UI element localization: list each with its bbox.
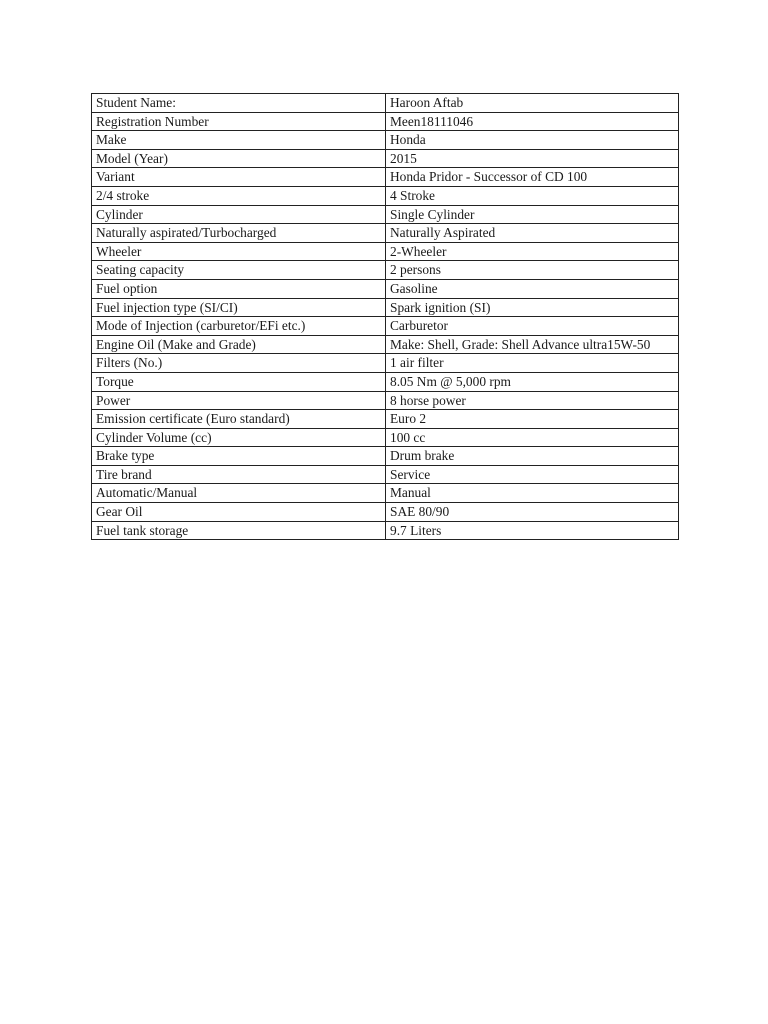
row-value: SAE 80/90 <box>386 503 679 522</box>
row-value: Naturally Aspirated <box>386 224 679 243</box>
table-row <box>92 149 679 168</box>
row-value: Honda Pridor - Successor of CD 100 <box>386 168 679 187</box>
row-label: Fuel tank storage <box>92 521 386 540</box>
table-row <box>92 242 679 261</box>
row-value: 9.7 Liters <box>386 521 679 540</box>
row-label: Cylinder <box>92 205 386 224</box>
row-value: 8.05 Nm @ 5,000 rpm <box>386 372 679 391</box>
table-row <box>92 354 679 373</box>
table-row <box>92 335 679 354</box>
row-value: Make: Shell, Grade: Shell Advance ultra15W-50 <box>386 335 679 354</box>
row-label: Power <box>92 391 386 410</box>
table-row <box>92 168 679 187</box>
table-row <box>92 279 679 298</box>
table-row <box>92 484 679 503</box>
table-row <box>92 298 679 317</box>
row-value: Euro 2 <box>386 410 679 429</box>
row-label: Fuel option <box>92 279 386 298</box>
table-row <box>92 465 679 484</box>
table-row <box>92 224 679 243</box>
table-row <box>92 503 679 522</box>
row-label: Gear Oil <box>92 503 386 522</box>
row-value: 2-Wheeler <box>386 242 679 261</box>
row-label: Torque <box>92 372 386 391</box>
row-label: Fuel injection type (SI/CI) <box>92 298 386 317</box>
row-label: Make <box>92 131 386 150</box>
table-row <box>92 205 679 224</box>
table-row <box>92 410 679 429</box>
table-row <box>92 391 679 410</box>
row-label: Mode of Injection (carburetor/EFi etc.) <box>92 317 386 336</box>
row-label: 2/4 stroke <box>92 186 386 205</box>
row-value: Honda <box>386 131 679 150</box>
table-row <box>92 261 679 280</box>
row-value: Single Cylinder <box>386 205 679 224</box>
row-value: 8 horse power <box>386 391 679 410</box>
row-label: Tire brand <box>92 465 386 484</box>
row-value: Manual <box>386 484 679 503</box>
table-row <box>92 317 679 336</box>
row-label: Emission certificate (Euro standard) <box>92 410 386 429</box>
row-value: Drum brake <box>386 447 679 466</box>
table-row <box>92 94 679 113</box>
row-value: 1 air filter <box>386 354 679 373</box>
row-label: Automatic/Manual <box>92 484 386 503</box>
row-value: 100 cc <box>386 428 679 447</box>
vehicle-spec-table <box>91 93 679 540</box>
row-label: Seating capacity <box>92 261 386 280</box>
row-label: Registration Number <box>92 112 386 131</box>
table-row <box>92 112 679 131</box>
table-row <box>92 521 679 540</box>
row-label: Wheeler <box>92 242 386 261</box>
row-label: Model (Year) <box>92 149 386 168</box>
table-row <box>92 372 679 391</box>
row-value: 2015 <box>386 149 679 168</box>
row-label: Student Name: <box>92 94 386 113</box>
row-label: Brake type <box>92 447 386 466</box>
row-value: Spark ignition (SI) <box>386 298 679 317</box>
row-label: Engine Oil (Make and Grade) <box>92 335 386 354</box>
table-row <box>92 447 679 466</box>
row-label: Filters (No.) <box>92 354 386 373</box>
row-label: Cylinder Volume (cc) <box>92 428 386 447</box>
row-value: Haroon Aftab <box>386 94 679 113</box>
table-row <box>92 186 679 205</box>
row-value: 2 persons <box>386 261 679 280</box>
table-row <box>92 131 679 150</box>
row-value: Service <box>386 465 679 484</box>
row-value: Carburetor <box>386 317 679 336</box>
row-value: 4 Stroke <box>386 186 679 205</box>
spec-table-body <box>92 94 679 540</box>
row-value: Gasoline <box>386 279 679 298</box>
row-label: Variant <box>92 168 386 187</box>
row-value: Meen18111046 <box>386 112 679 131</box>
row-label: Naturally aspirated/Turbocharged <box>92 224 386 243</box>
table-row <box>92 428 679 447</box>
